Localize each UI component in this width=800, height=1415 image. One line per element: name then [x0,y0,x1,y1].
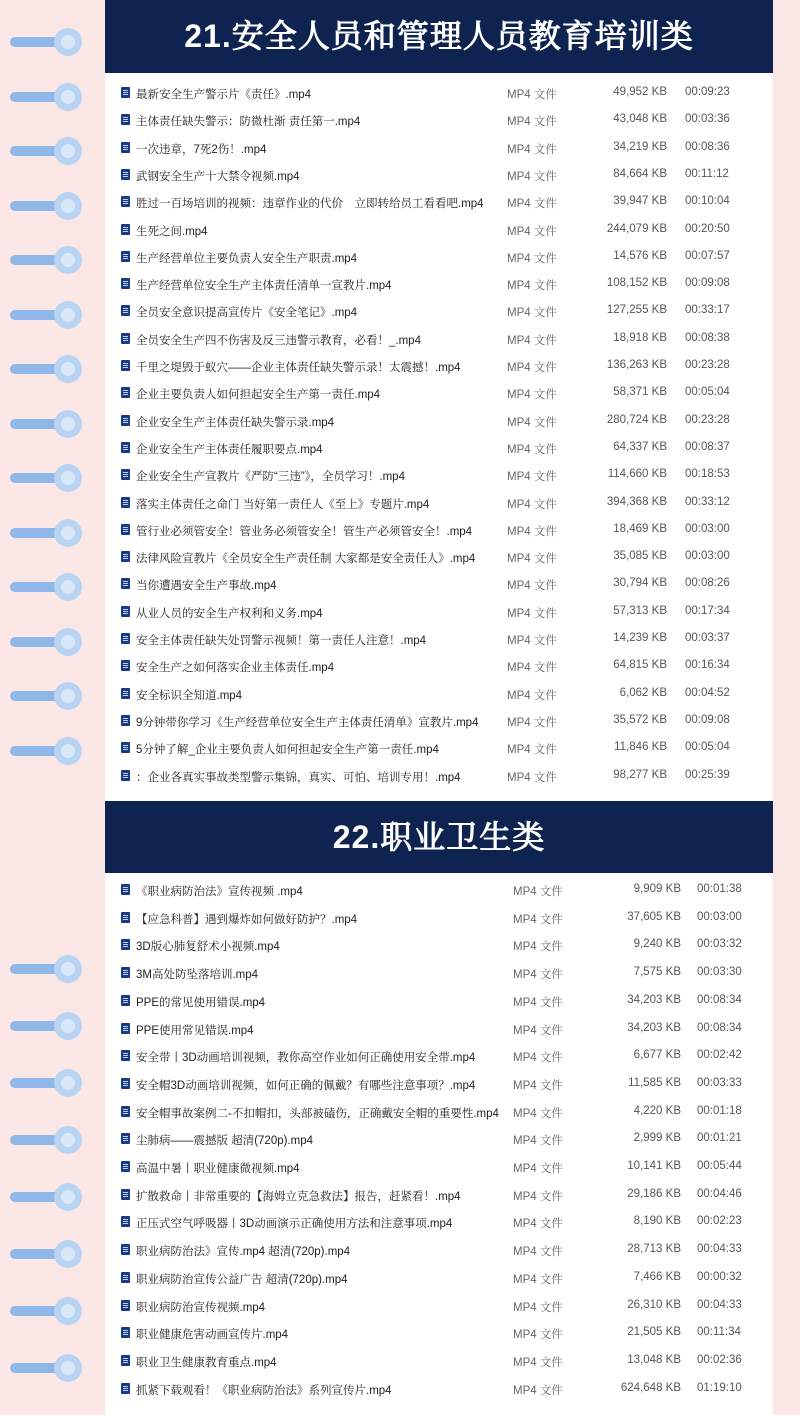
file-name: 尘肺病——震撼版 超清(720p).mp4 [136,1135,314,1148]
video-file-icon [121,87,130,98]
video-file-icon [121,551,130,562]
file-name: 职业病防治法》宣传.mp4 超清(720p).mp4 [136,1246,351,1259]
file-name: 职业病防治宣传公益广告 超清(720p).mp4 [136,1273,348,1286]
file-duration: 00:01:18 [697,1104,742,1117]
file-name: 安全帽事故案例二-不扣帽扣，头部被磕伤，正确戴安全帽的重要性.mp4 [136,1107,499,1120]
binder-ring [10,737,78,765]
file-duration: 00:23:28 [685,413,730,426]
video-file-icon [121,715,130,726]
file-row[interactable] [105,600,773,627]
file-type: MP4 文件 [507,498,557,511]
file-type: MP4 文件 [513,1246,563,1259]
binder-ring [10,83,78,111]
file-name: 全员安全意识提高宣传片《安全笔记》.mp4 [136,307,358,320]
video-file-icon [121,884,130,895]
file-row[interactable] [105,961,773,988]
video-file-icon [121,633,130,644]
file-duration: 00:17:34 [685,604,730,617]
file-duration: 00:02:36 [697,1353,742,1366]
file-name: 武钢安全生产十大禁令视频.mp4 [136,170,300,183]
file-size: 13,048 KB [627,1353,681,1366]
file-size: 58,371 KB [613,386,667,399]
file-type: MP4 文件 [513,1190,563,1203]
file-type: MP4 文件 [513,1384,563,1397]
file-type: MP4 文件 [513,1135,563,1148]
file-type: MP4 文件 [513,1273,563,1286]
file-duration: 00:03:36 [685,113,730,126]
file-row[interactable] [105,491,773,518]
file-size: 11,585 KB [628,1076,681,1089]
file-name: 扩散救命丨非常重要的【海姆立克急救法】报告，赶紧看！.mp4 [136,1190,461,1203]
file-row[interactable] [105,654,773,681]
file-size: 21,505 KB [627,1326,681,1339]
file-row[interactable] [105,1127,773,1154]
section-21-title: 21.安全人员和管理人员教育培训类 [105,0,773,73]
file-row[interactable] [105,245,773,272]
file-row[interactable] [105,682,773,709]
file-row[interactable] [105,272,773,299]
file-duration: 00:25:39 [685,768,730,781]
video-file-icon [121,278,130,289]
file-duration: 00:04:46 [697,1187,742,1200]
file-size: 28,713 KB [627,1243,681,1256]
file-type: MP4 文件 [507,307,557,320]
file-type: MP4 文件 [507,716,557,729]
file-row[interactable] [105,1294,773,1321]
file-size: 280,724 KB [606,413,667,426]
file-name: 职业病防治宣传视频.mp4 [136,1301,266,1314]
file-row[interactable] [105,381,773,408]
binder-ring [10,410,78,438]
file-size: 2,999 KB [633,1132,681,1145]
file-row[interactable] [105,1044,773,1071]
file-duration: 00:09:23 [685,86,730,98]
file-name: 落实主体责任之命门 当好第一责任人《至上》专题片.mp4 [136,498,430,511]
file-duration: 00:16:34 [685,659,730,672]
file-duration: 00:07:57 [685,249,730,262]
file-row[interactable] [105,190,773,217]
file-type: MP4 文件 [507,443,557,456]
file-name: 【应急科普】遇到爆炸如何做好防护？.mp4 [136,913,358,926]
file-duration: 00:02:42 [697,1049,742,1062]
file-type: MP4 文件 [513,1163,563,1175]
file-size: 34,203 KB [627,993,681,1006]
video-file-icon [121,967,130,978]
file-name: 安全生产之如何落实企业主体责任.mp4 [136,662,335,675]
file-row[interactable] [105,518,773,545]
video-file-icon [121,995,130,1006]
file-type: MP4 文件 [507,280,557,293]
file-size: 26,310 KB [627,1298,681,1311]
video-file-icon [121,1106,130,1117]
file-size: 11,846 KB [614,741,667,754]
binder-rings [0,0,100,1415]
file-duration: 00:33:17 [685,304,730,317]
video-file-icon [121,770,130,781]
binder-ring [10,1354,78,1382]
file-row[interactable] [105,436,773,463]
video-file-icon [121,415,130,426]
file-type: MP4 文件 [513,1052,563,1065]
file-name: 9分钟带你学习《生产经营单位安全生产主体责任清单》宣教片.mp4 [136,716,479,729]
binder-ring [10,464,78,492]
binder-ring [10,682,78,710]
file-duration: 00:04:33 [697,1243,742,1256]
file-type: MP4 文件 [507,389,557,402]
file-name: 职业卫生健康教育重点.mp4 [136,1356,277,1369]
video-file-icon [121,196,130,207]
file-size: 98,277 KB [613,768,667,781]
file-duration: 00:20:50 [685,222,730,235]
file-size: 84,664 KB [613,167,667,180]
file-size: 35,085 KB [613,550,667,563]
binder-ring [10,301,78,329]
file-name: 企业主要负责人如何担起安全生产第一责任.mp4 [136,389,381,402]
file-size: 18,918 KB [613,331,667,344]
binder-ring [10,955,78,983]
file-type: MP4 文件 [513,1301,563,1314]
file-duration: 00:05:04 [685,741,730,754]
file-name: 5分钟了解_企业主要负责人如何担起安全生产第一责任.mp4 [136,744,439,757]
file-row[interactable] [105,764,773,791]
file-duration: 00:08:34 [697,1021,742,1034]
video-file-icon [121,1244,130,1255]
file-type: MP4 文件 [507,607,557,620]
file-type: MP4 文件 [513,996,563,1009]
file-type: MP4 文件 [513,1079,563,1092]
file-type: MP4 文件 [507,89,557,101]
file-size: 108,152 KB [606,277,667,290]
file-type: MP4 文件 [507,170,557,183]
file-type: MP4 文件 [507,416,557,429]
video-file-icon [121,224,130,235]
file-size: 14,576 KB [613,249,667,262]
file-row[interactable] [105,299,773,326]
video-file-icon [121,742,130,753]
file-name: PPE的常见使用错误.mp4 [136,996,266,1009]
binder-ring [10,1069,78,1097]
file-duration: 01:19:10 [697,1381,742,1394]
file-row[interactable] [105,327,773,354]
file-row[interactable] [105,1210,773,1237]
file-name: 安全帽3D动画培训视频，如何正确的佩戴？有哪些注意事项？.mp4 [136,1079,476,1092]
file-name: 主体责任缺失警示：防微杜渐 责任第一.mp4 [136,116,361,129]
file-type: MP4 文件 [507,334,557,347]
file-duration: 00:08:37 [685,440,730,453]
file-name: 正压式空气呼吸器丨3D动画演示正确使用方法和注意事项.mp4 [136,1218,453,1231]
video-file-icon [121,912,130,923]
binder-ring [10,137,78,165]
video-file-icon [121,688,130,699]
file-row[interactable] [105,627,773,654]
file-duration: 00:11:12 [685,167,729,180]
file-size: 7,575 KB [633,966,681,979]
file-size: 6,677 KB [633,1049,681,1062]
file-name: 安全标识全知道.mp4 [136,689,243,702]
file-row[interactable] [105,108,773,135]
binder-ring [10,519,78,547]
file-row[interactable] [105,1100,773,1127]
video-file-icon [121,1383,130,1394]
file-duration: 00:03:00 [697,910,742,923]
file-name: 企业安全生产主体责任缺失警示录.mp4 [136,416,335,429]
file-row[interactable] [105,163,773,190]
video-file-icon [121,469,130,480]
file-size: 35,572 KB [613,713,667,726]
file-name: 一次违章，7死2伤！.mp4 [136,143,267,156]
file-name: 生产经营单位安全生产主体责任清单一宣教片.mp4 [136,280,392,293]
file-row[interactable] [105,709,773,736]
file-duration: 00:05:44 [697,1160,742,1172]
file-duration: 00:33:12 [685,495,730,508]
file-size: 7,466 KB [633,1270,681,1283]
file-name: 当你遭遇安全生产事故.mp4 [136,580,277,593]
file-duration: 00:09:08 [685,713,730,726]
file-duration: 00:08:36 [685,140,730,153]
video-file-icon [121,1133,130,1144]
file-row[interactable] [105,1072,773,1099]
section-22-panel [105,797,773,1415]
video-file-icon [121,1272,130,1283]
binder-ring [10,192,78,220]
file-type: MP4 文件 [513,1218,563,1231]
file-size: 29,186 KB [627,1187,681,1200]
file-duration: 00:03:32 [697,938,742,951]
file-duration: 00:10:04 [685,195,730,208]
binder-ring [10,628,78,656]
binder-ring [10,355,78,383]
file-size: 136,263 KB [606,359,667,371]
file-duration: 00:04:52 [685,686,730,699]
file-size: 39,947 KB [613,195,667,208]
video-file-icon [121,1300,130,1311]
file-size: 114,660 KB [607,468,667,481]
file-name: 最新安全生产警示片《责任》.mp4 [136,89,312,101]
file-size: 244,079 KB [606,222,667,235]
file-type: MP4 文件 [507,744,557,757]
file-size: 34,219 KB [613,140,667,153]
file-name: 安全主体责任缺失处罚警示视频！第一责任人注意！.mp4 [136,635,427,647]
file-type: MP4 文件 [513,969,563,982]
file-name: 企业安全生产宣教片《严防“三违”》，全员学习！.mp4 [136,471,405,484]
file-name: 3D版心肺复舒术小视频.mp4 [136,941,280,954]
binder-ring [10,28,78,56]
file-size: 8,190 KB [633,1215,681,1228]
video-file-icon [121,442,130,453]
file-name: 抓紧下载观看！《职业病防治法》系列宣传片.mp4 [136,1384,392,1397]
binder-ring [10,1183,78,1211]
file-size: 9,240 KB [633,938,681,951]
file-duration: 00:08:26 [685,577,730,590]
file-type: MP4 文件 [513,913,563,926]
binder-ring [10,246,78,274]
video-file-icon [121,1355,130,1366]
file-name: 3M高处防坠落培训.mp4 [136,969,259,982]
section-21-panel [105,0,773,797]
file-row[interactable] [105,545,773,572]
file-type: MP4 文件 [513,941,563,954]
file-row[interactable] [105,989,773,1016]
file-size: 9,909 KB [633,883,681,895]
video-file-icon [121,524,130,535]
file-size: 43,048 KB [613,113,667,126]
file-row[interactable] [105,409,773,436]
file-duration: 00:23:28 [685,359,730,371]
video-file-icon [121,939,130,950]
file-name: 胜过一百场培训的视频：违章作业的代价 立即转给员工看看吧.mp4 [136,198,484,211]
video-file-icon [121,1189,130,1200]
file-duration: 00:02:23 [697,1215,742,1228]
file-duration: 00:04:33 [697,1298,742,1311]
file-size: 64,815 KB [613,659,667,672]
video-file-icon [121,606,130,617]
file-type: MP4 文件 [513,1107,563,1120]
binder-ring [10,1240,78,1268]
file-name: ：企业各真实事故类型警示集锦，真实、可怕、培训专用！.mp4 [136,771,461,784]
video-file-icon [121,497,130,508]
file-duration: 00:03:30 [697,966,742,979]
video-file-icon [121,1023,130,1034]
video-file-icon [121,387,130,398]
file-type: MP4 文件 [507,198,557,211]
file-size: 18,469 KB [613,522,667,535]
file-type: MP4 文件 [513,1356,563,1369]
file-type: MP4 文件 [507,471,557,484]
file-name: 从业人员的安全生产权利和义务.mp4 [136,607,323,620]
file-row[interactable] [105,1349,773,1376]
file-type: MP4 文件 [507,252,557,265]
file-name: 全员安全生产四不伤害及反三违警示教育，必看！_.mp4 [136,334,421,347]
file-row[interactable] [105,1155,773,1182]
file-type: MP4 文件 [507,635,557,647]
file-name: PPE使用常见错误.mp4 [136,1024,254,1037]
file-row[interactable] [105,1017,773,1044]
file-size: 624,648 KB [620,1381,681,1394]
video-file-icon [121,660,130,671]
file-row[interactable] [105,136,773,163]
file-duration: 00:03:33 [697,1076,742,1089]
file-type: MP4 文件 [507,580,557,593]
file-duration: 00:03:00 [685,522,730,535]
file-type: MP4 文件 [513,1024,563,1037]
file-type: MP4 文件 [507,553,557,566]
file-type: MP4 文件 [507,362,557,374]
file-row[interactable] [105,218,773,245]
file-row[interactable] [105,81,773,108]
file-size: 10,141 KB [627,1160,681,1172]
file-name: 生死之间.mp4 [136,225,208,238]
file-name: 安全带丨3D动画培训视频，教你高空作业如何正确使用安全带.mp4 [136,1052,476,1065]
file-type: MP4 文件 [513,886,563,898]
file-name: 《职业病防治法》宣传视频 .mp4 [136,886,303,898]
file-duration: 00:18:53 [685,468,730,481]
binder-ring [10,573,78,601]
file-size: 57,313 KB [613,604,667,617]
file-name: 企业安全生产主体责任履职要点.mp4 [136,443,323,456]
file-size: 64,337 KB [613,440,667,453]
file-duration: 00:00:32 [697,1270,742,1283]
file-duration: 00:09:08 [685,277,730,290]
section-22-title: 22.职业卫生类 [105,801,773,873]
file-type: MP4 文件 [507,143,557,156]
file-size: 127,255 KB [606,304,667,317]
file-type: MP4 文件 [507,662,557,675]
file-row[interactable] [105,1238,773,1265]
file-size: 6,062 KB [619,686,667,699]
video-file-icon [121,333,130,344]
video-file-icon [121,114,130,125]
file-duration: 00:03:37 [685,632,730,644]
file-size: 34,203 KB [627,1021,681,1034]
file-name: 职业健康危害动画宣传片.mp4 [136,1329,289,1342]
file-type: MP4 文件 [507,689,557,702]
file-name: 管行业必须管安全！管业务必须管安全！管生产必须管安全！.mp4 [136,525,473,538]
binder-ring [10,1012,78,1040]
video-file-icon [121,305,130,316]
video-file-icon [121,578,130,589]
video-file-icon [121,251,130,262]
file-row[interactable] [105,933,773,960]
file-row[interactable] [105,736,773,763]
file-name: 生产经营单位主要负责人安全生产职责.mp4 [136,252,358,265]
video-file-icon [121,1216,130,1227]
file-duration: 00:01:21 [697,1132,742,1145]
file-row[interactable] [105,1321,773,1348]
video-file-icon [121,1161,130,1172]
binder-ring [10,1297,78,1325]
video-file-icon [121,142,130,153]
file-duration: 00:08:34 [697,993,742,1006]
file-duration: 00:05:04 [685,386,730,399]
file-row[interactable] [105,1377,773,1404]
file-duration: 00:01:38 [697,883,742,895]
file-name: 千里之堤毁于蚁穴——企业主体责任缺失警示录！太震撼！.mp4 [136,362,461,374]
video-file-icon [121,360,130,371]
video-file-icon [121,1078,130,1089]
video-file-icon [121,169,130,180]
file-row[interactable] [105,878,773,905]
file-name: 法律风险宣教片《全员安全生产责任制 大家都是安全责任人》.mp4 [136,553,476,566]
video-file-icon [121,1050,130,1061]
file-type: MP4 文件 [507,116,557,129]
binder-ring [10,1126,78,1154]
file-size: 14,239 KB [613,632,667,644]
file-duration: 00:03:00 [685,550,730,563]
file-name: 高温中暑丨职业健康微视频.mp4 [136,1163,300,1175]
file-size: 394,368 KB [606,495,667,508]
file-row[interactable] [105,906,773,933]
file-type: MP4 文件 [507,525,557,538]
file-row[interactable] [105,1183,773,1210]
file-type: MP4 文件 [507,225,557,238]
file-row[interactable] [105,463,773,490]
file-duration: 00:11:34 [697,1326,741,1339]
file-row[interactable] [105,572,773,599]
file-size: 30,794 KB [613,577,667,590]
file-type: MP4 文件 [513,1329,563,1342]
file-size: 4,220 KB [633,1104,681,1117]
file-type: MP4 文件 [507,771,557,784]
file-size: 49,952 KB [613,86,667,98]
file-row[interactable] [105,1266,773,1293]
file-duration: 00:08:38 [685,331,730,344]
file-size: 37,605 KB [627,910,681,923]
video-file-icon [121,1327,130,1338]
file-row[interactable] [105,354,773,381]
